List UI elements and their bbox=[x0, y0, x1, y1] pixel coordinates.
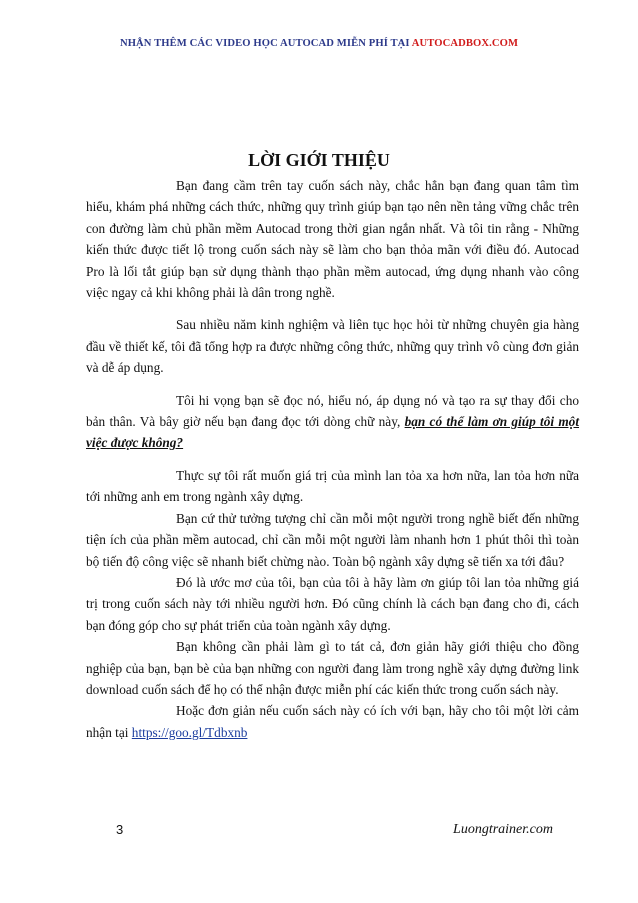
paragraph-hope-text: Tôi hi vọng bạn sẽ đọc nó, hiểu nó, áp dụng nó và tạo ra sự thay đổi cho bản thân. Và bây giờ nếu bạn đang đọc tới dòng chữ này, bbox=[86, 392, 579, 430]
header-site-link[interactable]: AUTOCADBOX.COM bbox=[411, 38, 519, 49]
body-text bbox=[86, 175, 579, 743]
feedback-link[interactable]: https://goo.gl/Tdbxnb bbox=[131, 724, 248, 740]
paragraph-imagine: Bạn cứ thử tưởng tượng chỉ cần mỗi một người trong nghề biết đến những tiện ích của phần mềm autocad, chỉ cần mỗi một người làm nhanh hơn 1 phút thôi thì toàn bộ tiến độ công việc sẽ nhanh biết chừng nào. Toàn bộ ngành xây dựng sẽ tiến xa tới đâu? bbox=[86, 510, 579, 569]
paragraph-feedback bbox=[86, 700, 579, 743]
paragraph-hope bbox=[86, 390, 579, 454]
paragraph-experience: Sau nhiều năm kinh nghiệm và liên tục học hỏi từ những chuyên gia hàng đầu về thiết kế, tôi đã tổng hợp ra được những công thức, những quy trình vô cùng đơn giản và dễ áp dụng. bbox=[86, 317, 579, 376]
page-title: LỜI GIỚI THIỆU bbox=[248, 150, 390, 170]
footer-site: Luongtrainer.com bbox=[453, 822, 553, 837]
page-footer bbox=[0, 822, 638, 842]
header-text: NHẬN THÊM CÁC VIDEO HỌC AUTOCAD MIỄN PHÍ TẠI bbox=[119, 38, 412, 49]
paragraph-intro: Bạn đang cầm trên tay cuốn sách này, chắc hẳn bạn đang quan tâm tìm hiểu, khám phá những cách thức, những quy trình giúp bạn tạo nên nền tảng vững chắc trên con đường làm chủ phần mềm Autocad trong thời gian ngắn nhất. Và tôi tin rằng - Những kiến thức được tiết lộ trong cuốn sách này sẽ làm cho bạn thỏa mãn với điều đó. Autocad Pro là lối tắt giúp bạn sử dụng thành thạo phần mềm autocad, ứng dụng nhanh vào công việc ngay cả khi không phải là dân trong nghề. bbox=[86, 178, 579, 301]
page-number: 3 bbox=[116, 822, 124, 837]
paragraph-dream: Đó là ước mơ của tôi, bạn của tôi à hãy làm ơn giúp tôi lan tỏa những giá trị trong cuốn sách này tới nhiều người hơn. Đó cũng chính là cách bạn đang cho đi, cách bạn đóng góp cho sự phát triển của toàn ngành xây dựng. bbox=[86, 574, 579, 633]
paragraph-value: Thực sự tôi rất muốn giá trị của mình lan tỏa xa hơn nữa, lan tỏa hơn nữa tới những anh em trong ngành xây dựng. bbox=[86, 467, 579, 505]
paragraph-share: Bạn không cần phải làm gì to tát cả, đơn giản hãy giới thiệu cho đồng nghiệp của bạn, bạn bè của bạn những con người đang làm trong nghề xây dựng đường link download cuốn sách để họ có thể nhận được miễn phí các kiến thức trong cuốn sách này. bbox=[86, 639, 579, 697]
paragraph-feedback-text: Hoặc đơn giản nếu cuốn sách này có ích với bạn, hãy cho tôi một lời cảm nhận tại bbox=[86, 703, 579, 740]
page-header bbox=[0, 38, 638, 49]
paragraph-hope-question: bạn có thể làm ơn giúp tôi một việc được không? bbox=[86, 414, 580, 451]
